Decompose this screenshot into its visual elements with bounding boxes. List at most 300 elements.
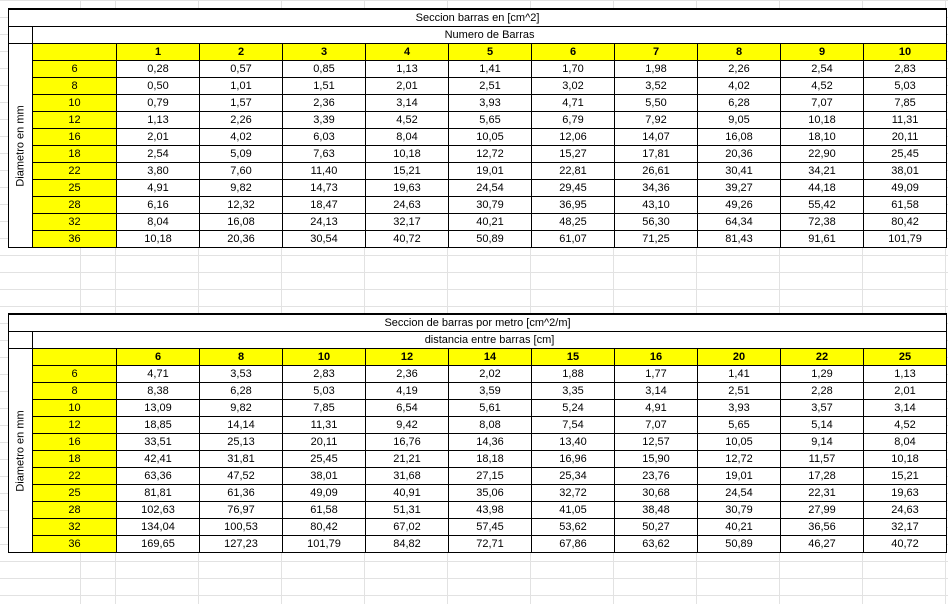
value-cell[interactable]: 4,52 — [864, 417, 947, 434]
diameter-cell[interactable]: 10 — [33, 95, 117, 112]
value-cell[interactable]: 25,13 — [200, 434, 283, 451]
value-cell[interactable]: 12,72 — [449, 146, 532, 163]
column-header-cell[interactable]: 2 — [200, 44, 283, 61]
table-row — [9, 197, 947, 214]
column-header-cell[interactable]: 8 — [698, 44, 781, 61]
value-cell[interactable]: 35,06 — [449, 485, 532, 502]
value-cell[interactable]: 17,28 — [781, 468, 864, 485]
diameter-cell[interactable]: 28 — [33, 197, 117, 214]
value-cell[interactable]: 2,26 — [698, 61, 781, 78]
diameter-cell[interactable]: 32 — [33, 519, 117, 536]
value-cell[interactable]: 3,59 — [449, 383, 532, 400]
value-cell[interactable]: 19,63 — [366, 180, 449, 197]
value-cell[interactable]: 43,10 — [615, 197, 698, 214]
value-cell[interactable]: 4,91 — [117, 180, 200, 197]
value-cell[interactable]: 34,36 — [615, 180, 698, 197]
value-cell[interactable]: 8,08 — [449, 417, 532, 434]
value-cell[interactable]: 19,01 — [449, 163, 532, 180]
table-row — [9, 129, 947, 146]
value-cell[interactable]: 12,06 — [532, 129, 615, 146]
value-cell[interactable]: 20,36 — [698, 146, 781, 163]
diameter-cell[interactable]: 12 — [33, 112, 117, 129]
column-header-cell[interactable]: 14 — [449, 349, 532, 366]
header-empty-cell[interactable] — [33, 349, 117, 366]
value-cell[interactable]: 6,79 — [532, 112, 615, 129]
value-cell[interactable]: 5,61 — [449, 400, 532, 417]
value-cell[interactable]: 13,09 — [117, 400, 200, 417]
value-cell[interactable]: 34,21 — [781, 163, 864, 180]
value-cell[interactable]: 25,45 — [283, 451, 366, 468]
value-cell[interactable]: 23,76 — [615, 468, 698, 485]
diameter-cell[interactable]: 18 — [33, 451, 117, 468]
column-header-cell[interactable]: 16 — [615, 349, 698, 366]
value-cell[interactable]: 40,21 — [698, 519, 781, 536]
value-cell[interactable]: 11,40 — [283, 163, 366, 180]
value-cell[interactable]: 10,18 — [864, 451, 947, 468]
value-cell[interactable]: 4,52 — [781, 78, 864, 95]
value-cell[interactable]: 5,03 — [864, 78, 947, 95]
value-cell[interactable]: 7,85 — [283, 400, 366, 417]
subtitle-row — [9, 332, 947, 349]
value-cell[interactable]: 38,01 — [864, 163, 947, 180]
column-header-cell[interactable]: 22 — [781, 349, 864, 366]
value-cell[interactable]: 2,83 — [864, 61, 947, 78]
value-cell[interactable]: 49,09 — [864, 180, 947, 197]
value-cell[interactable]: 16,08 — [200, 214, 283, 231]
value-cell[interactable]: 7,54 — [532, 417, 615, 434]
diameter-cell[interactable]: 18 — [33, 146, 117, 163]
table-subtitle-cell[interactable]: distancia entre barras [cm] — [33, 332, 947, 349]
value-cell[interactable]: 7,92 — [615, 112, 698, 129]
value-cell[interactable]: 2,36 — [283, 95, 366, 112]
value-cell[interactable]: 11,57 — [781, 451, 864, 468]
value-cell[interactable]: 2,26 — [200, 112, 283, 129]
value-cell[interactable]: 5,65 — [449, 112, 532, 129]
value-cell[interactable]: 20,36 — [200, 231, 283, 248]
value-cell[interactable]: 12,32 — [200, 197, 283, 214]
column-header-cell[interactable]: 25 — [864, 349, 947, 366]
value-cell[interactable]: 1,41 — [449, 61, 532, 78]
value-cell[interactable]: 1,98 — [615, 61, 698, 78]
value-cell[interactable]: 9,82 — [200, 180, 283, 197]
value-cell[interactable]: 2,83 — [283, 366, 366, 383]
value-cell[interactable]: 61,36 — [200, 485, 283, 502]
column-header-cell[interactable]: 15 — [532, 349, 615, 366]
value-cell[interactable]: 2,36 — [366, 366, 449, 383]
diameter-cell[interactable]: 22 — [33, 163, 117, 180]
value-cell[interactable]: 0,50 — [117, 78, 200, 95]
value-cell[interactable]: 2,01 — [366, 78, 449, 95]
value-cell[interactable]: 84,82 — [366, 536, 449, 553]
value-cell[interactable]: 8,04 — [117, 214, 200, 231]
header-row — [9, 44, 947, 61]
value-cell[interactable]: 38,48 — [615, 502, 698, 519]
value-cell[interactable]: 0,79 — [117, 95, 200, 112]
value-cell[interactable]: 29,45 — [532, 180, 615, 197]
diameter-cell[interactable]: 6 — [33, 366, 117, 383]
value-cell[interactable]: 0,85 — [283, 61, 366, 78]
value-cell[interactable]: 8,04 — [864, 434, 947, 451]
value-cell[interactable]: 3,57 — [781, 400, 864, 417]
value-cell[interactable]: 72,38 — [781, 214, 864, 231]
value-cell[interactable]: 67,86 — [532, 536, 615, 553]
value-cell[interactable]: 2,54 — [781, 61, 864, 78]
value-cell[interactable]: 40,91 — [366, 485, 449, 502]
value-cell[interactable]: 14,07 — [615, 129, 698, 146]
value-cell[interactable]: 3,93 — [449, 95, 532, 112]
value-cell[interactable]: 30,79 — [698, 502, 781, 519]
value-cell[interactable]: 16,96 — [532, 451, 615, 468]
value-cell[interactable]: 3,02 — [532, 78, 615, 95]
value-cell[interactable]: 40,21 — [449, 214, 532, 231]
value-cell[interactable]: 2,51 — [698, 383, 781, 400]
value-cell[interactable]: 76,97 — [200, 502, 283, 519]
value-cell[interactable]: 5,14 — [781, 417, 864, 434]
table-row — [9, 434, 947, 451]
value-cell[interactable]: 10,18 — [781, 112, 864, 129]
table-subtitle-cell[interactable]: Numero de Barras — [33, 27, 947, 44]
diameter-cell[interactable]: 32 — [33, 214, 117, 231]
diameter-cell[interactable]: 36 — [33, 231, 117, 248]
value-cell[interactable]: 15,21 — [864, 468, 947, 485]
value-cell[interactable]: 25,45 — [864, 146, 947, 163]
value-cell[interactable]: 10,05 — [449, 129, 532, 146]
value-cell[interactable]: 10,18 — [117, 231, 200, 248]
value-cell[interactable]: 25,34 — [532, 468, 615, 485]
table-row — [9, 485, 947, 502]
value-cell[interactable]: 1,70 — [532, 61, 615, 78]
table-row — [9, 231, 947, 248]
value-cell[interactable]: 64,34 — [698, 214, 781, 231]
value-cell[interactable]: 3,39 — [283, 112, 366, 129]
value-cell[interactable]: 100,53 — [200, 519, 283, 536]
value-cell[interactable]: 1,51 — [283, 78, 366, 95]
table-row — [9, 78, 947, 95]
diameter-cell[interactable]: 25 — [33, 485, 117, 502]
value-cell[interactable]: 5,24 — [532, 400, 615, 417]
value-cell[interactable]: 2,01 — [117, 129, 200, 146]
value-cell[interactable]: 81,43 — [698, 231, 781, 248]
value-cell[interactable]: 14,73 — [283, 180, 366, 197]
value-cell[interactable]: 1,13 — [366, 61, 449, 78]
value-cell[interactable]: 9,05 — [698, 112, 781, 129]
value-cell[interactable]: 6,54 — [366, 400, 449, 417]
value-cell[interactable]: 22,31 — [781, 485, 864, 502]
value-cell[interactable]: 6,03 — [283, 129, 366, 146]
subtitle-row — [9, 27, 947, 44]
value-cell[interactable]: 43,98 — [449, 502, 532, 519]
value-cell[interactable]: 9,82 — [200, 400, 283, 417]
table-row — [9, 95, 947, 112]
value-cell[interactable]: 20,11 — [283, 434, 366, 451]
value-cell[interactable]: 9,14 — [781, 434, 864, 451]
value-cell[interactable]: 4,02 — [200, 129, 283, 146]
value-cell[interactable]: 80,42 — [864, 214, 947, 231]
value-cell[interactable]: 30,79 — [449, 197, 532, 214]
diameter-cell[interactable]: 12 — [33, 417, 117, 434]
header-empty-cell[interactable] — [33, 44, 117, 61]
value-cell[interactable]: 1,77 — [615, 366, 698, 383]
value-cell[interactable]: 3,14 — [615, 383, 698, 400]
value-cell[interactable]: 18,85 — [117, 417, 200, 434]
value-cell[interactable]: 2,01 — [864, 383, 947, 400]
column-header-cell[interactable]: 3 — [283, 44, 366, 61]
value-cell[interactable]: 3,14 — [366, 95, 449, 112]
diameter-cell[interactable]: 16 — [33, 434, 117, 451]
value-cell[interactable]: 53,62 — [532, 519, 615, 536]
value-cell[interactable]: 22,81 — [532, 163, 615, 180]
value-cell[interactable]: 20,11 — [864, 129, 947, 146]
value-cell[interactable]: 50,89 — [698, 536, 781, 553]
value-cell[interactable]: 91,61 — [781, 231, 864, 248]
column-header-cell[interactable]: 10 — [864, 44, 947, 61]
value-cell[interactable]: 3,80 — [117, 163, 200, 180]
side-label-cell[interactable] — [9, 44, 33, 248]
value-cell[interactable]: 101,79 — [283, 536, 366, 553]
corner-cell[interactable] — [9, 27, 33, 44]
table-row — [9, 502, 947, 519]
value-cell[interactable]: 63,62 — [615, 536, 698, 553]
value-cell[interactable]: 3,53 — [200, 366, 283, 383]
value-cell[interactable]: 12,57 — [615, 434, 698, 451]
value-cell[interactable]: 36,56 — [781, 519, 864, 536]
value-cell[interactable]: 6,16 — [117, 197, 200, 214]
value-cell[interactable]: 47,52 — [200, 468, 283, 485]
value-cell[interactable]: 3,14 — [864, 400, 947, 417]
value-cell[interactable]: 5,50 — [615, 95, 698, 112]
value-cell[interactable]: 50,27 — [615, 519, 698, 536]
header-row — [9, 349, 947, 366]
table-row — [9, 400, 947, 417]
table-row — [9, 519, 947, 536]
value-cell[interactable]: 63,36 — [117, 468, 200, 485]
value-cell[interactable]: 134,04 — [117, 519, 200, 536]
table-row — [9, 536, 947, 553]
value-cell[interactable]: 30,68 — [615, 485, 698, 502]
table-row — [9, 383, 947, 400]
value-cell[interactable]: 15,90 — [615, 451, 698, 468]
value-cell[interactable]: 15,27 — [532, 146, 615, 163]
value-cell[interactable]: 14,14 — [200, 417, 283, 434]
value-cell[interactable]: 3,93 — [698, 400, 781, 417]
diameter-cell[interactable]: 6 — [33, 61, 117, 78]
value-cell[interactable]: 81,81 — [117, 485, 200, 502]
value-cell[interactable]: 8,38 — [117, 383, 200, 400]
value-cell[interactable]: 1,88 — [532, 366, 615, 383]
value-cell[interactable]: 22,90 — [781, 146, 864, 163]
value-cell[interactable]: 3,52 — [615, 78, 698, 95]
value-cell[interactable]: 1,57 — [200, 95, 283, 112]
column-header-cell[interactable]: 12 — [366, 349, 449, 366]
value-cell[interactable]: 21,21 — [366, 451, 449, 468]
value-cell[interactable]: 7,07 — [781, 95, 864, 112]
value-cell[interactable]: 40,72 — [864, 536, 947, 553]
value-cell[interactable]: 3,35 — [532, 383, 615, 400]
value-cell[interactable]: 2,51 — [449, 78, 532, 95]
value-cell[interactable]: 24,63 — [864, 502, 947, 519]
value-cell[interactable]: 18,18 — [449, 451, 532, 468]
corner-cell[interactable] — [9, 332, 33, 349]
value-cell[interactable]: 0,28 — [117, 61, 200, 78]
value-cell[interactable]: 19,63 — [864, 485, 947, 502]
bar-section-table — [8, 8, 947, 248]
value-cell[interactable]: 41,05 — [532, 502, 615, 519]
table-row — [9, 180, 947, 197]
value-cell[interactable]: 67,02 — [366, 519, 449, 536]
value-cell[interactable]: 39,27 — [698, 180, 781, 197]
value-cell[interactable]: 32,17 — [864, 519, 947, 536]
value-cell[interactable]: 101,79 — [864, 231, 947, 248]
value-cell[interactable]: 5,65 — [698, 417, 781, 434]
value-cell[interactable]: 4,02 — [698, 78, 781, 95]
table-row — [9, 468, 947, 485]
value-cell[interactable]: 48,25 — [532, 214, 615, 231]
value-cell[interactable]: 10,18 — [366, 146, 449, 163]
table-row — [9, 214, 947, 231]
column-header-cell[interactable]: 8 — [200, 349, 283, 366]
value-cell[interactable]: 7,60 — [200, 163, 283, 180]
title-row — [9, 314, 947, 332]
value-cell[interactable]: 16,08 — [698, 129, 781, 146]
column-header-cell[interactable]: 5 — [449, 44, 532, 61]
value-cell[interactable]: 51,31 — [366, 502, 449, 519]
value-cell[interactable]: 127,23 — [200, 536, 283, 553]
value-cell[interactable]: 4,71 — [117, 366, 200, 383]
value-cell[interactable]: 46,27 — [781, 536, 864, 553]
side-label-cell[interactable] — [9, 349, 33, 553]
diameter-cell[interactable]: 16 — [33, 129, 117, 146]
value-cell[interactable]: 72,71 — [449, 536, 532, 553]
value-cell[interactable]: 11,31 — [283, 417, 366, 434]
table-row — [9, 146, 947, 163]
value-cell[interactable]: 4,52 — [366, 112, 449, 129]
value-cell[interactable]: 24,13 — [283, 214, 366, 231]
value-cell[interactable]: 15,21 — [366, 163, 449, 180]
value-cell[interactable]: 38,01 — [283, 468, 366, 485]
column-header-cell[interactable]: 6 — [532, 44, 615, 61]
value-cell[interactable]: 4,71 — [532, 95, 615, 112]
value-cell[interactable]: 30,54 — [283, 231, 366, 248]
value-cell[interactable]: 44,18 — [781, 180, 864, 197]
value-cell[interactable]: 27,99 — [781, 502, 864, 519]
column-header-cell[interactable]: 4 — [366, 44, 449, 61]
value-cell[interactable]: 16,76 — [366, 434, 449, 451]
value-cell[interactable]: 24,63 — [366, 197, 449, 214]
value-cell[interactable]: 33,51 — [117, 434, 200, 451]
value-cell[interactable]: 7,85 — [864, 95, 947, 112]
value-cell[interactable]: 32,72 — [532, 485, 615, 502]
value-cell[interactable]: 2,28 — [781, 383, 864, 400]
column-header-cell[interactable]: 1 — [117, 44, 200, 61]
value-cell[interactable]: 13,40 — [532, 434, 615, 451]
value-cell[interactable]: 61,58 — [283, 502, 366, 519]
diameter-cell[interactable]: 22 — [33, 468, 117, 485]
diameter-cell[interactable]: 25 — [33, 180, 117, 197]
column-header-cell[interactable]: 10 — [283, 349, 366, 366]
value-cell[interactable]: 61,07 — [532, 231, 615, 248]
column-header-cell[interactable]: 7 — [615, 44, 698, 61]
value-cell[interactable]: 56,30 — [615, 214, 698, 231]
value-cell[interactable]: 31,81 — [200, 451, 283, 468]
column-header-cell[interactable]: 9 — [781, 44, 864, 61]
value-cell[interactable]: 7,07 — [615, 417, 698, 434]
value-cell[interactable]: 1,01 — [200, 78, 283, 95]
table-row — [9, 163, 947, 180]
value-cell[interactable]: 61,58 — [864, 197, 947, 214]
table-row — [9, 112, 947, 129]
value-cell[interactable]: 10,05 — [698, 434, 781, 451]
value-cell[interactable]: 71,25 — [615, 231, 698, 248]
value-cell[interactable]: 8,04 — [366, 129, 449, 146]
value-cell[interactable]: 30,41 — [698, 163, 781, 180]
value-cell[interactable]: 55,42 — [781, 197, 864, 214]
side-label: Diametro en mm — [14, 104, 26, 187]
value-cell[interactable]: 11,31 — [864, 112, 947, 129]
diameter-cell[interactable]: 8 — [33, 78, 117, 95]
value-cell[interactable]: 2,02 — [449, 366, 532, 383]
value-cell[interactable]: 17,81 — [615, 146, 698, 163]
value-cell[interactable]: 32,17 — [366, 214, 449, 231]
value-cell[interactable]: 12,72 — [698, 451, 781, 468]
value-cell[interactable]: 4,91 — [615, 400, 698, 417]
table-title-cell[interactable]: Seccion de barras por metro [cm^2/m] — [9, 314, 947, 332]
value-cell[interactable]: 1,13 — [864, 366, 947, 383]
value-cell[interactable]: 5,03 — [283, 383, 366, 400]
value-cell[interactable]: 36,95 — [532, 197, 615, 214]
table-row — [9, 417, 947, 434]
value-cell[interactable]: 7,63 — [283, 146, 366, 163]
value-cell[interactable]: 102,63 — [117, 502, 200, 519]
value-cell[interactable]: 1,41 — [698, 366, 781, 383]
value-cell[interactable]: 169,65 — [117, 536, 200, 553]
value-cell[interactable]: 31,68 — [366, 468, 449, 485]
value-cell[interactable]: 6,28 — [698, 95, 781, 112]
value-cell[interactable]: 24,54 — [449, 180, 532, 197]
diameter-cell[interactable]: 8 — [33, 383, 117, 400]
value-cell[interactable]: 5,09 — [200, 146, 283, 163]
value-cell[interactable]: 18,10 — [781, 129, 864, 146]
value-cell[interactable]: 14,36 — [449, 434, 532, 451]
value-cell[interactable]: 24,54 — [698, 485, 781, 502]
value-cell[interactable]: 19,01 — [698, 468, 781, 485]
value-cell[interactable]: 40,72 — [366, 231, 449, 248]
value-cell[interactable]: 6,28 — [200, 383, 283, 400]
value-cell[interactable]: 80,42 — [283, 519, 366, 536]
value-cell[interactable]: 1,13 — [117, 112, 200, 129]
diameter-cell[interactable]: 36 — [33, 536, 117, 553]
value-cell[interactable]: 49,09 — [283, 485, 366, 502]
diameter-cell[interactable]: 28 — [33, 502, 117, 519]
column-header-cell[interactable]: 6 — [117, 349, 200, 366]
value-cell[interactable]: 0,57 — [200, 61, 283, 78]
value-cell[interactable]: 18,47 — [283, 197, 366, 214]
value-cell[interactable]: 57,45 — [449, 519, 532, 536]
value-cell[interactable]: 4,19 — [366, 383, 449, 400]
table-row — [9, 366, 947, 383]
table-title-cell[interactable]: Seccion barras en [cm^2] — [9, 9, 947, 27]
diameter-cell[interactable]: 10 — [33, 400, 117, 417]
side-label: Diametro en mm — [14, 409, 26, 492]
value-cell[interactable]: 42,41 — [117, 451, 200, 468]
value-cell[interactable]: 49,26 — [698, 197, 781, 214]
value-cell[interactable]: 1,29 — [781, 366, 864, 383]
value-cell[interactable]: 26,61 — [615, 163, 698, 180]
value-cell[interactable]: 2,54 — [117, 146, 200, 163]
value-cell[interactable]: 50,89 — [449, 231, 532, 248]
column-header-cell[interactable]: 20 — [698, 349, 781, 366]
value-cell[interactable]: 27,15 — [449, 468, 532, 485]
value-cell[interactable]: 9,42 — [366, 417, 449, 434]
